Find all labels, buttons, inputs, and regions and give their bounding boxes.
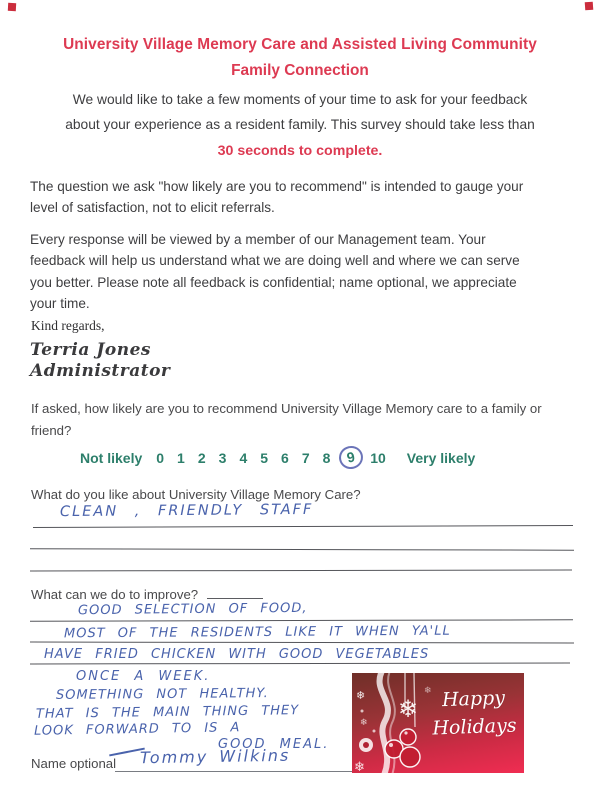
name-field-label: Name optional (31, 756, 117, 771)
intro-line: about your experience as a resident family. This survey should take less than (65, 116, 535, 132)
title-line-2: Family Connection (231, 62, 369, 79)
ornament-icon (400, 729, 416, 745)
rating-value-7: 7 (301, 449, 310, 466)
paragraph-line: level of satisfaction, not to elicit referrals. (30, 200, 275, 216)
answer-rule-line (30, 663, 570, 665)
ornament-highlight (389, 743, 393, 747)
medallion-ornament-center (363, 742, 369, 748)
intro-line: We would like to take a few moments of your time to ask for your feedback (72, 92, 528, 107)
signature-title: Administrator (30, 361, 171, 382)
ribbon-icon (380, 673, 388, 773)
paragraph-line: feedback will help us understand what we are doing well and where we can serve (30, 253, 520, 269)
ornament-icon (400, 747, 420, 767)
improve-answer-line: LOOK FORWARD TO IS A (33, 720, 241, 739)
answer-rule-line (30, 570, 572, 572)
like-answer-handwriting: CLEAN , FRIENDLY STAFF (59, 501, 314, 521)
rating-value-0: 0 (156, 449, 165, 466)
improve-answer-line: MOST OF THE RESIDENTS LIKE IT WHEN YA'LL (63, 623, 451, 642)
rating-value-10: 10 (370, 449, 386, 466)
improve-answer-line: THAT IS THE MAIN THING THEY (35, 703, 300, 722)
snowflake-icon: ❄ (354, 759, 365, 773)
ornament-highlight (404, 731, 407, 734)
rating-low-label: Not likely (80, 449, 143, 466)
rating-selected-circle: 9 (337, 444, 365, 471)
improve-answer-line: GOOD MEAL. (218, 737, 330, 752)
answer-rule-line (30, 619, 573, 621)
snowflake-icon: ❄ (424, 685, 432, 695)
closing-regards: Kind regards, (31, 318, 105, 333)
like-question-label: What do you like about University Village Memory Care? (31, 487, 361, 502)
question-line: friend? (31, 422, 72, 438)
improve-answer-line: SOMETHING NOT HEALTHY. (55, 686, 269, 703)
improve-answer-line: HAVE FRIED CHICKEN WITH GOOD VEGETABLES (44, 647, 430, 662)
answer-rule-line (33, 525, 573, 528)
snowflake-icon: ❄ (356, 690, 366, 702)
improve-answer-line: GOOD SELECTION OF FOOD, (77, 600, 308, 619)
snowflake-icon: ❄ (360, 717, 368, 727)
rating-value-8: 8 (322, 449, 331, 466)
paragraph-line: your time. (30, 296, 90, 312)
signature-block (30, 340, 170, 383)
paragraph-line: you better. Please note all feedback is confidential; name optional, we appreciate (30, 274, 517, 290)
recommend-question (31, 398, 591, 442)
holiday-card-text (429, 684, 519, 742)
snowflake-icon: ❄ (398, 696, 419, 723)
rating-high-label: Very likely (406, 449, 476, 466)
improve-question-text: What can we do to improve? (31, 587, 199, 602)
rating-value-1: 1 (177, 449, 185, 466)
sparkle-dot (373, 730, 376, 733)
intro-paragraph (30, 88, 570, 164)
answer-rule-line (30, 548, 574, 550)
rating-scale (80, 449, 475, 466)
name-rule-line (115, 771, 353, 772)
intro-highlight: 30 seconds to complete. (217, 143, 383, 160)
holiday-card-line2: Holidays (432, 714, 517, 740)
question-line: If asked, how likely are you to recommend University Village Memory care to a family or (31, 401, 542, 416)
response-paragraph (30, 229, 578, 315)
name-handwriting: Tommy Wilkins (139, 745, 291, 768)
improve-question-label (31, 586, 263, 602)
happy-holidays-card (352, 673, 524, 773)
scan-mark-top-right (585, 2, 594, 11)
rating-value-2: 2 (197, 449, 206, 466)
gauge-paragraph (30, 176, 578, 219)
paragraph-line: The question we ask "how likely are you to recommend" is intended to gauge your (30, 179, 524, 194)
signature-name: Terria Jones (30, 340, 151, 360)
rating-value-4: 4 (239, 449, 248, 466)
improve-answer-line: ONCE A WEEK. (76, 669, 211, 684)
rating-value-3: 3 (218, 449, 227, 466)
title-line-1: University Village Memory Care and Assisted Living Community (63, 36, 537, 53)
sparkle-dot (361, 710, 364, 713)
paragraph-line: Every response will be viewed by a member of our Management team. Your (30, 232, 486, 247)
rating-value-6: 6 (281, 449, 289, 466)
scan-mark-top-left (8, 3, 16, 11)
answer-rule-line (30, 642, 574, 644)
rating-value-5: 5 (260, 449, 269, 466)
improve-short-line (207, 586, 263, 599)
page-title (0, 36, 600, 80)
holiday-card-line1: Happy (441, 686, 506, 712)
